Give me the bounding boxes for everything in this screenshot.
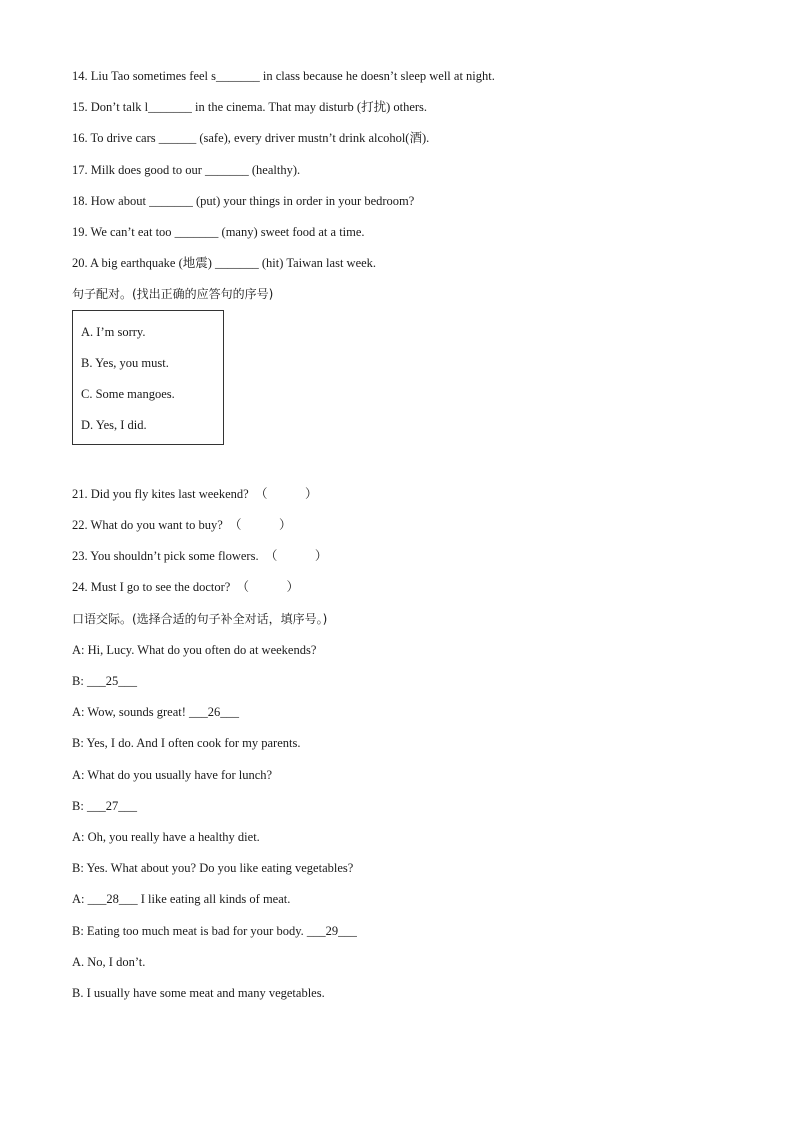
section-heading-match: 句子配对。(找出正确的应答句的序号) (72, 287, 274, 301)
dialogue-text: A: Wow, sounds great! (72, 705, 190, 719)
question-22: 22. What do you want to buy? （ ） (72, 518, 292, 532)
dialogue-choice-b: B. I usually have some meat and many vegetables. (72, 986, 325, 1000)
question-14: 14. Liu Tao sometimes feel s_______ in class because he doesn’t sleep well at night. (72, 69, 495, 83)
dialogue-line: B: Yes. What about you? Do you like eating vegetables? (72, 861, 354, 875)
dialogue-text: B: Eating too much meat is bad for your body. (72, 924, 307, 938)
blank-28: ___28___ (87, 892, 138, 906)
dialogue-speaker: B: (72, 799, 87, 813)
dialogue-speaker: B: (72, 674, 87, 688)
question-18: 18. How about _______ (put) your things in order in your bedroom? (72, 194, 415, 208)
question-16: 16. To drive cars ______ (safe), every driver mustn’t drink alcohol(酒). (72, 131, 430, 145)
dialogue-choice-a: A. No, I don’t. (72, 955, 146, 969)
dialogue-line (72, 704, 239, 720)
question-24: 24. Must I go to see the doctor? （ ） (72, 580, 300, 594)
dialogue-text: I like eating all kinds of meat. (137, 892, 291, 906)
question-15: 15. Don’t talk l_______ in the cinema. That may disturb (打扰) others. (72, 100, 428, 114)
option-a: A. I’m sorry. (81, 325, 146, 339)
option-d: D. Yes, I did. (81, 418, 147, 432)
dialogue-line (72, 891, 290, 907)
question-20: 20. A big earthquake (地震) _______ (hit) Taiwan last week. (72, 256, 377, 270)
dialogue-line: A: Oh, you really have a healthy diet. (72, 830, 260, 844)
option-c: C. Some mangoes. (81, 387, 175, 401)
blank-25: ___25___ (86, 674, 137, 688)
blank-26: ___26___ (189, 705, 240, 719)
blank-29: ___29___ (306, 924, 357, 938)
blank-27: ___27___ (86, 799, 137, 813)
question-21: 21. Did you fly kites last weekend? （ ） (72, 487, 318, 501)
dialogue-line (72, 673, 137, 689)
question-17: 17. Milk does good to our _______ (healthy). (72, 163, 301, 177)
dialogue-line (72, 798, 137, 814)
dialogue-line: A: Hi, Lucy. What do you often do at weekends? (72, 643, 317, 657)
dialogue-line: B: Yes, I do. And I often cook for my parents. (72, 736, 301, 750)
answer-options-box (72, 310, 224, 445)
option-b: B. Yes, you must. (81, 356, 169, 370)
dialogue-line (72, 923, 357, 939)
question-23: 23. You shouldn’t pick some flowers. （ ） (72, 549, 328, 563)
dialogue-line: A: What do you usually have for lunch? (72, 768, 273, 782)
dialogue-speaker: A: (72, 892, 88, 906)
section-heading-dialogue: 口语交际。(选择合适的句子补全对话，填序号。) (72, 612, 328, 626)
question-19: 19. We can’t eat too _______ (many) sweet food at a time. (72, 225, 365, 239)
